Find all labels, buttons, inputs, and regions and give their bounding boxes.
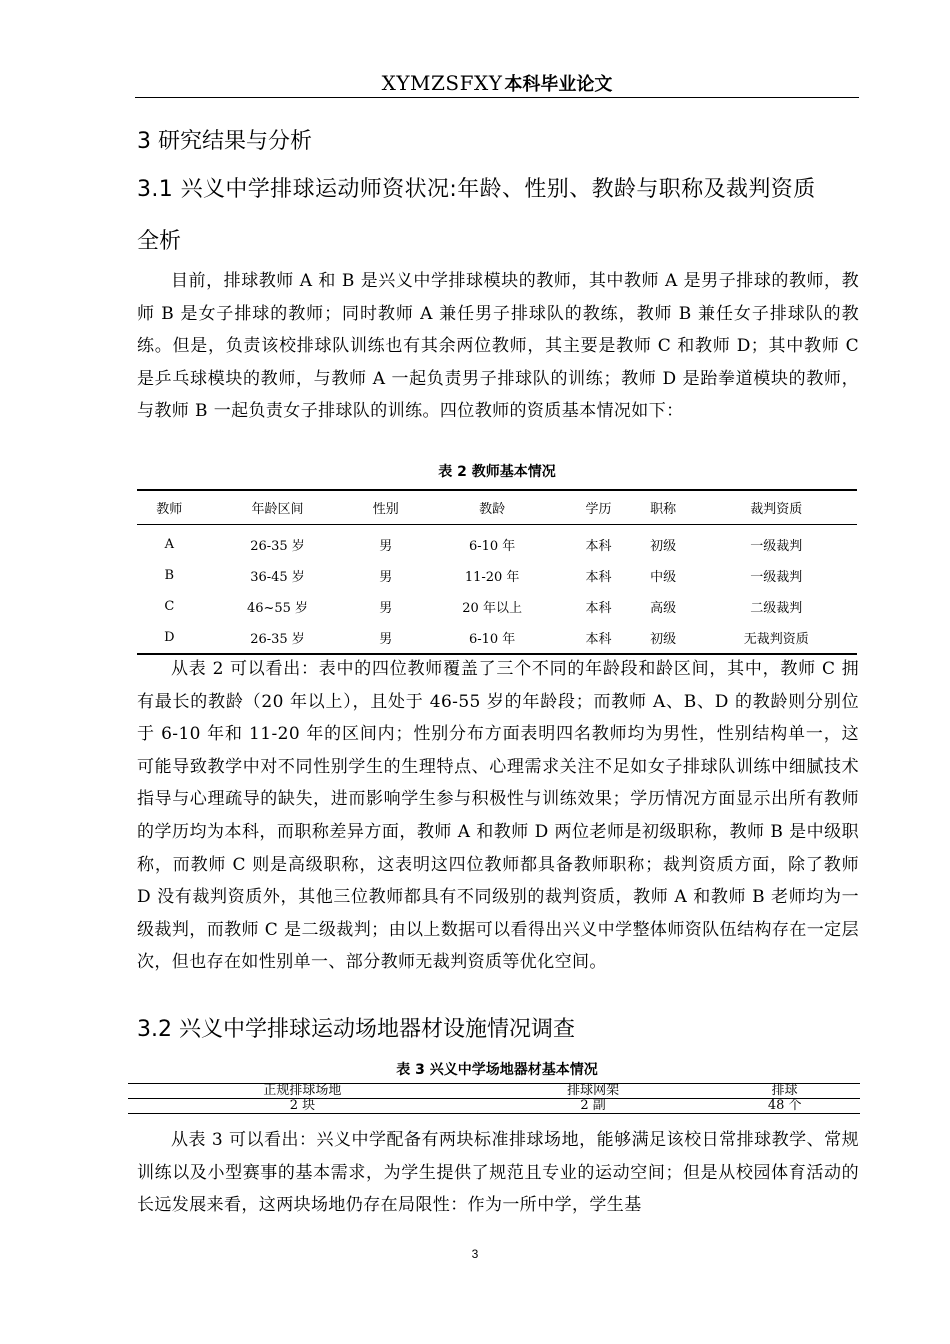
page-number: 3	[471, 1247, 479, 1261]
table-cell: A	[164, 537, 174, 552]
table-row	[137, 622, 857, 654]
table-cell: 本科	[585, 570, 612, 585]
table-3-caption: 表 3 兴义中学场地器材基本情况	[396, 1062, 598, 1078]
subsection-1-title: 3.1 兴义中学排球运动师资状况:年龄、性别、教龄与职称及裁判资质	[137, 177, 816, 202]
table-cell: 男	[353, 622, 418, 654]
paragraph-table2-analysis: 从表 2 可以看出：表中的四位教师覆盖了三个不同的年龄段和龄区间，其中，教师 C 拥有最长的教龄（20 年以上），且处于 46-55 岁的年龄段；而教师 A、B、D 的教龄则分别位于 6-10 年和 11-20 年的区间内；性别分布方面表明四名教师均为男性，性别结构单一，这可能导致教学中对不同性别学生的生理特点、心理需求关注不足如女子排球队训练中细腻技术指导与心理疏导的缺失，进而影响学生参与积极性与训练效果；学历情况方面显示出所有教师的学历均为本科，而职称差异方面，教师 A 和教师 D 两位老师是初级职称，教师 B 是中级职称，而教师 C 则是高级职称，这表明这四位教师都具备教师职称；裁判资质方面，除了教师 D 没有裁判资质外，其他三位教师都具有不同级别的裁判资质，教师 A 和教师 B 老师均为一级裁判，而教师 C 是二级裁判；由以上数据可以看得出兴义中学整体师资队伍结构存在一定层次，但也存在如性别单一、部分教师无裁判资质等优化空间。	[137, 659, 859, 973]
facility-table	[128, 1083, 860, 1114]
table-cell: 男	[379, 601, 393, 616]
table-cell: C	[164, 599, 175, 614]
section-title: 3 研究结果与分析	[137, 129, 312, 154]
table-cell: 2 块	[128, 1099, 477, 1114]
table-cell: 无裁判资质	[695, 622, 857, 654]
page-header	[135, 68, 859, 98]
subsection-1-title-cont: 全析	[137, 229, 182, 254]
table-cell: 26-35 岁	[202, 622, 354, 654]
table-cell: 11-20 年	[464, 570, 520, 585]
table-2-caption: 表 2 教师基本情况	[438, 464, 556, 480]
col-header-title: 职称	[631, 490, 696, 525]
table-cell: D	[137, 622, 202, 654]
table-cell: 初级	[631, 622, 696, 654]
table-row	[137, 525, 857, 561]
table-cell: 20 年以上	[462, 601, 522, 616]
col-header-gender: 性别	[353, 490, 418, 525]
table-cell: 36-45 岁	[250, 570, 305, 585]
table-cell: 本科	[585, 539, 612, 554]
table-cell: 本科	[566, 622, 631, 654]
header-school-code: XYMZSFXY	[381, 71, 503, 95]
table-cell: 46~55 岁	[246, 601, 309, 616]
col-header-education: 学历	[566, 490, 631, 525]
table-row	[128, 1099, 860, 1114]
table-cell: 二级裁判	[750, 601, 803, 616]
col-header-courts: 正规排球场地	[128, 1084, 477, 1099]
table-cell: 中级	[650, 570, 677, 585]
paragraph-intro: 目前，排球教师 A 和 B 是兴义中学排球模块的教师，其中教师 A 是男子排球的教师，教师 B 是女子排球的教师；同时教师 A 兼任男子排球队的教练，教师 B 兼任女子排球队的教练。但是，负责该校排球队训练也有其余两位教师，其主要是教师 C 和教师 D；其中教师 C 是乒乓球模块的教师，与教师 A 一起负责男子排球队的训练；教师 D 是跆拳道模块的教师，与教师 B 一起负责女子排球队的训练。四位教师的资质基本情况如下：	[137, 271, 859, 422]
table-row	[137, 560, 857, 591]
col-header-balls: 排球	[709, 1084, 860, 1099]
table-cell: 6-10 年	[418, 622, 566, 654]
col-header-years: 教龄	[418, 490, 566, 525]
table-cell: 男	[379, 570, 393, 585]
table-cell: 一级裁判	[750, 570, 803, 585]
table-cell: 初级	[650, 539, 677, 554]
col-header-referee: 裁判资质	[695, 490, 857, 525]
table-cell: 一级裁判	[750, 539, 803, 554]
table-row	[137, 591, 857, 622]
col-header-age: 年龄区间	[202, 490, 354, 525]
table-cell: 2 副	[477, 1099, 710, 1114]
table-cell: 48 个	[709, 1099, 860, 1114]
paragraph-table3-analysis: 从表 3 可以看出：兴义中学配备有两块标准排球场地，能够满足该校日常排球教学、常规训练以及小型赛事的基本需求，为学生提供了规范且专业的运动空间；但是从校园体育活动的长远发展来看，这两块场地仍存在局限性：作为一所中学，学生基	[137, 1130, 859, 1216]
col-header-nets: 排球网架	[477, 1084, 710, 1099]
header-thesis-label: 本科毕业论文	[504, 74, 613, 95]
teacher-table	[137, 489, 857, 655]
table-cell: 6-10 年	[468, 539, 516, 554]
table-cell: 高级	[650, 601, 677, 616]
table-header-row	[137, 490, 857, 525]
table-cell: B	[164, 568, 175, 583]
subsection-2-title: 3.2 兴义中学排球运动场地器材设施情况调查	[137, 1017, 575, 1042]
header-rule	[135, 97, 859, 98]
col-header-teacher: 教师	[137, 490, 202, 525]
table-cell: 男	[379, 539, 393, 554]
table-cell: 本科	[585, 601, 612, 616]
table-cell: 26-35 岁	[250, 539, 305, 554]
table-header-row	[128, 1084, 860, 1099]
